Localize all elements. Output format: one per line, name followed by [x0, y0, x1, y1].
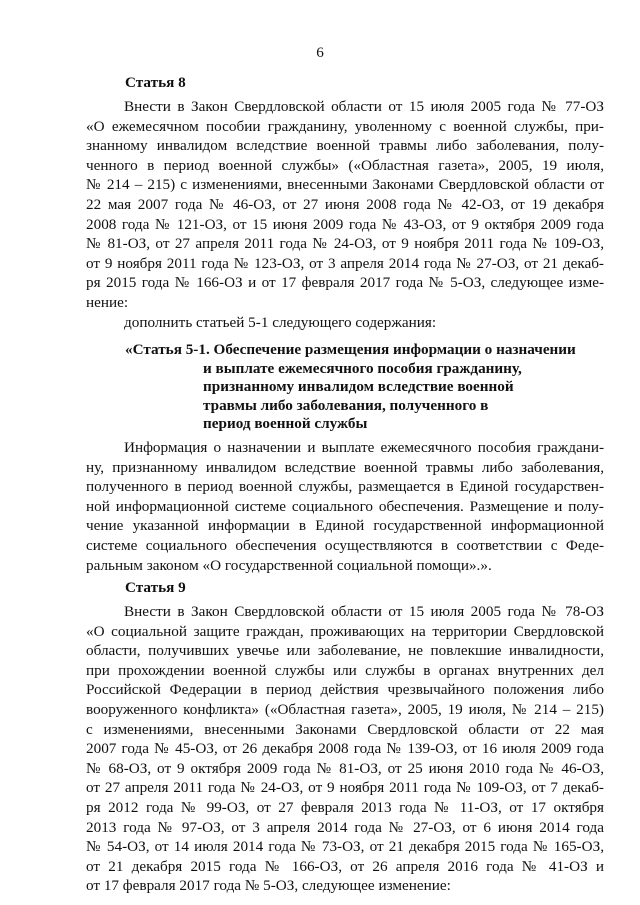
text-line: № 54-ОЗ, от 14 июля 2014 года № 73-ОЗ, от 21 декабря 2015 года № 165-ОЗ, [86, 838, 604, 856]
text-line: нение: [86, 293, 129, 311]
text-line: ральным законом «О государственной социальной помощи».». [86, 556, 492, 574]
page-number: 6 [316, 44, 324, 61]
text-line: при прохождении военной службы или службы в органах внутренних дел [86, 661, 604, 679]
article-9-heading: Статья 9 [125, 579, 186, 596]
subheading-line: «Статья 5-1. Обеспечение размещения информации о назначении [125, 341, 576, 358]
text-line: системе социального обеспечения осуществляются в соответствии с Феде- [86, 536, 604, 554]
text-line: № 81-ОЗ, от 27 апреля 2011 года № 24-ОЗ, от 9 ноября 2011 года № 109-ОЗ, [86, 235, 604, 253]
article-5-1-body [86, 438, 604, 575]
subheading-line: период военной службы [203, 415, 368, 433]
text-line: № 214 – 215) с изменениями, внесенными Законами Свердловской области от [86, 176, 604, 194]
text-line: области, получивших увечье или заболевание, не повлекшие инвалидности, [86, 642, 604, 660]
text-line: Информация о назначении и выплате ежемесячного пособия граждани- [124, 439, 604, 456]
article-5-1-subheading [125, 341, 576, 434]
text-line: от 17 февраля 2017 года № 5-ОЗ, следующее изменение: [86, 877, 451, 895]
text-line: от 9 ноября 2011 года № 123-ОЗ, от 3 апреля 2014 года № 27-ОЗ, от 21 декаб- [86, 254, 604, 272]
article-8-heading: Статья 8 [125, 74, 186, 91]
text-line: Внести в Закон Свердловской области от 15 июля 2005 года № 78-ОЗ [124, 603, 604, 620]
text-line: ря 2012 года № 99-ОЗ, от 27 февраля 2013 года № 11-ОЗ, от 17 октября [86, 798, 604, 816]
subheading-line: травмы либо заболевания, полученного в [203, 396, 489, 414]
subheading-line: признанному инвалидом вследствие военной [203, 378, 514, 396]
text-line: от 27 апреля 2011 года № 24-ОЗ, от 9 ноября 2011 года № 109-ОЗ, от 7 декаб- [86, 779, 604, 797]
text-line: ченного в период военной службы» («Областная газета», 2005, 19 июля, [86, 156, 604, 174]
article-8-paragraph-1 [86, 97, 604, 313]
text-line: знанному инвалидом вследствие военной травмы либо заболевания, полу- [86, 137, 604, 155]
text-line: № 68-ОЗ, от 9 октября 2009 года № 81-ОЗ, от 25 июня 2010 года № 46-ОЗ, [86, 759, 604, 777]
text-line: дополнить статьей 5-1 следующего содержания: [124, 314, 437, 331]
text-line: от 21 декабря 2015 года № 166-ОЗ, от 26 апреля 2016 года № 41-ОЗ и [86, 857, 604, 875]
text-line: 2007 года № 45-ОЗ, от 26 декабря 2008 года № 139-ОЗ, от 16 июля 2009 года [86, 740, 604, 758]
text-line: 2013 года № 97-ОЗ, от 3 апреля 2014 года № 27-ОЗ, от 6 июня 2014 года [86, 818, 604, 836]
subheading-line: и выплате ежемесячного пособия гражданину, [203, 359, 522, 377]
text-line: с изменениями, внесенными Законами Свердловской области от 22 мая [86, 720, 604, 738]
article-8-paragraph-2 [86, 313, 604, 333]
text-line: ря 2015 года № 166-ОЗ и от 17 февраля 2017 года № 5-ОЗ, следующее изме- [86, 274, 604, 292]
article-9-paragraph-1-text [86, 602, 604, 896]
text-line: вооруженного конфликта» («Областная газета», 2005, 19 июля, № 214 – 215) [86, 700, 604, 718]
text-line: 22 мая 2007 года № 46-ОЗ, от 27 июня 2008 года № 42-ОЗ, от 19 декабря [86, 195, 604, 213]
text-line: «О социальной защите граждан, проживающих на территории Свердловской [86, 622, 604, 640]
text-line: «О ежемесячном пособии гражданину, уволенному с военной службы, при- [86, 117, 604, 135]
text-line: ну, признанному инвалидом вследствие военной травмы либо заболевания, [86, 458, 604, 476]
text-line: полученного в период военной службы, размещается в Единой государствен- [86, 478, 604, 496]
text-line: Внести в Закон Свердловской области от 15 июля 2005 года № 77-ОЗ [124, 98, 604, 115]
text-line: ной информационной системе социального обеспечения. Размещение и полу- [86, 497, 604, 515]
text-line: чение указанной информации в Единой государственной информационной [86, 517, 604, 535]
text-line: 2008 года № 121-ОЗ, от 15 июня 2009 года № 43-ОЗ, от 9 октября 2009 года [86, 215, 604, 233]
text-line: Российской Федерации в период действия чрезвычайного положения либо [86, 681, 604, 699]
